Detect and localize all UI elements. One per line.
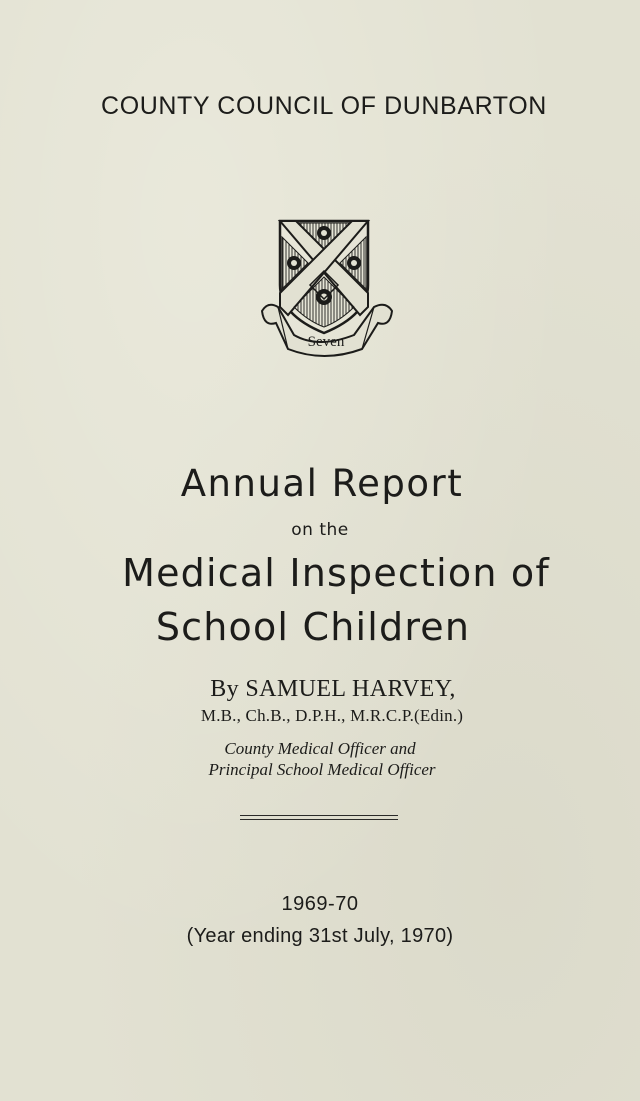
crest-motto: Seven: [307, 334, 345, 350]
report-title: Annual Report: [180, 462, 464, 505]
report-year: 1969-70: [281, 893, 359, 915]
author-name: By SAMUEL HARVEY,: [210, 676, 456, 702]
report-subject-line1: Medical Inspection of: [122, 551, 550, 595]
divider-rule: [240, 815, 398, 816]
report-subject-line2: School Children: [155, 605, 471, 649]
coat-of-arms-icon: [258, 215, 398, 365]
author-degrees: M.B., Ch.B., D.P.H., M.R.C.P.(Edin.): [200, 706, 464, 725]
report-title-connector: on the: [291, 520, 349, 540]
author-role-line1: County Medical Officer and: [224, 739, 416, 758]
report-year-note: (Year ending 31st July, 1970): [186, 925, 454, 947]
council-heading: COUNTY COUNCIL OF DUNBARTON: [101, 92, 547, 120]
divider-rule: [240, 819, 398, 820]
author-role-line2: Principal School Medical Officer: [208, 760, 436, 779]
